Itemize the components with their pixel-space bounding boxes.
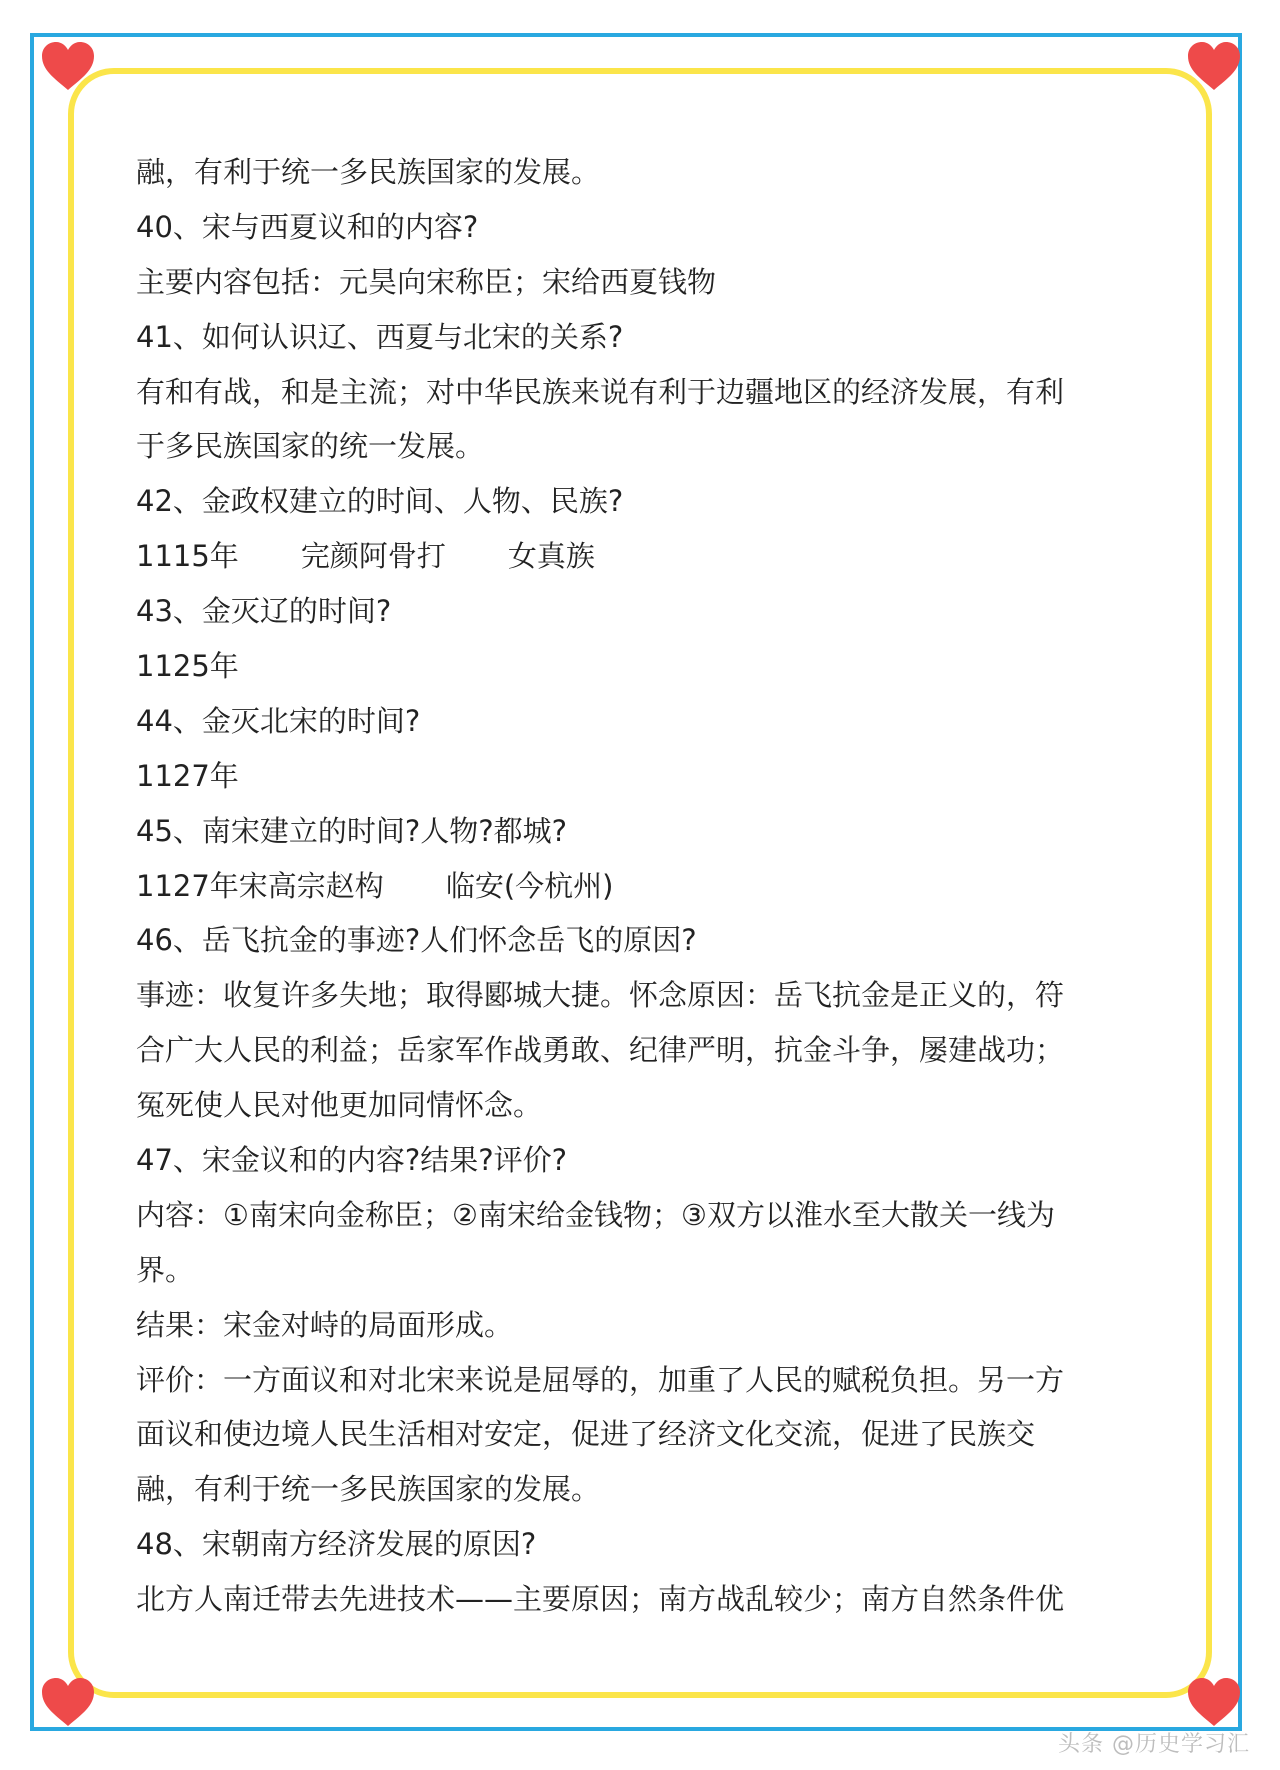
watermark: 头条 @历史学习汇	[1058, 1732, 1250, 1757]
answer-42-person: 完颜阿骨打	[300, 539, 446, 574]
answer-48: 北方人南迁带去先进技术——主要原因；南方战乱较少；南方自然条件优	[136, 1582, 1065, 1617]
question-46: 46、岳飞抗金的事迹?人们怀念岳飞的原因?	[136, 923, 697, 958]
answer-45-founder: 1127年宋高宗赵构	[136, 868, 384, 903]
question-41: 41、如何认识辽、西夏与北宋的关系?	[136, 319, 624, 354]
answer-46-cont: 合广大人民的利益；岳家军作战勇敢、纪律严明，抗金斗争，屡建战功；	[136, 1033, 1065, 1068]
answer-46: 事迹：收复许多失地；取得郾城大捷。怀念原因：岳飞抗金是正义的，符	[136, 978, 1065, 1013]
answer-41: 有和有战，和是主流；对中华民族来说有利于边疆地区的经济发展，有利	[136, 374, 1065, 409]
answer-47-evaluation-cont: 融，有利于统一多民族国家的发展。	[136, 1472, 601, 1507]
question-48: 48、宋朝南方经济发展的原因?	[136, 1527, 537, 1562]
question-40: 40、宋与西夏议和的内容?	[136, 209, 479, 244]
answer-47-content: 内容：①南宋向金称臣；②南宋给金钱物；③双方以淮水至大散关一线为	[136, 1197, 1055, 1232]
answer-42-year: 1115年	[136, 539, 239, 574]
answer-45-capital: 临安(今杭州)	[445, 868, 614, 903]
answer-43: 1125年	[136, 649, 239, 684]
answer-44: 1127年	[136, 758, 239, 793]
answer-47-result: 结果：宋金对峙的局面形成。	[136, 1307, 514, 1342]
document-body	[136, 145, 1146, 1627]
heart-icon-bottom-right	[1186, 1676, 1242, 1728]
answer-41-cont: 于多民族国家的统一发展。	[136, 429, 485, 464]
question-47: 47、宋金议和的内容?结果?评价?	[136, 1143, 568, 1178]
answer-40: 主要内容包括：元昊向宋称臣；宋给西夏钱物	[136, 264, 717, 299]
answer-46-cont: 冤死使人民对他更加同情怀念。	[136, 1088, 543, 1123]
text-line: 融，有利于统一多民族国家的发展。	[136, 155, 601, 189]
answer-47-evaluation: 评价：一方面议和对北宋来说是屈辱的，加重了人民的赋税负担。另一方	[136, 1362, 1065, 1397]
answer-47-content-cont: 界。	[136, 1252, 195, 1287]
heart-icon-top-left	[40, 40, 96, 92]
question-45: 45、南宋建立的时间?人物?都城?	[136, 813, 568, 848]
question-43: 43、金灭辽的时间?	[136, 594, 392, 629]
heart-icon-top-right	[1186, 40, 1242, 92]
question-44: 44、金灭北宋的时间?	[136, 703, 421, 738]
question-42: 42、金政权建立的时间、人物、民族?	[136, 484, 624, 519]
answer-42	[136, 529, 1146, 584]
heart-icon-bottom-left	[40, 1676, 96, 1728]
answer-47-evaluation-cont: 面议和使边境人民生活相对安定，促进了经济文化交流，促进了民族交	[136, 1417, 1036, 1452]
answer-42-ethnic: 女真族	[507, 539, 595, 574]
answer-45	[136, 859, 1146, 914]
